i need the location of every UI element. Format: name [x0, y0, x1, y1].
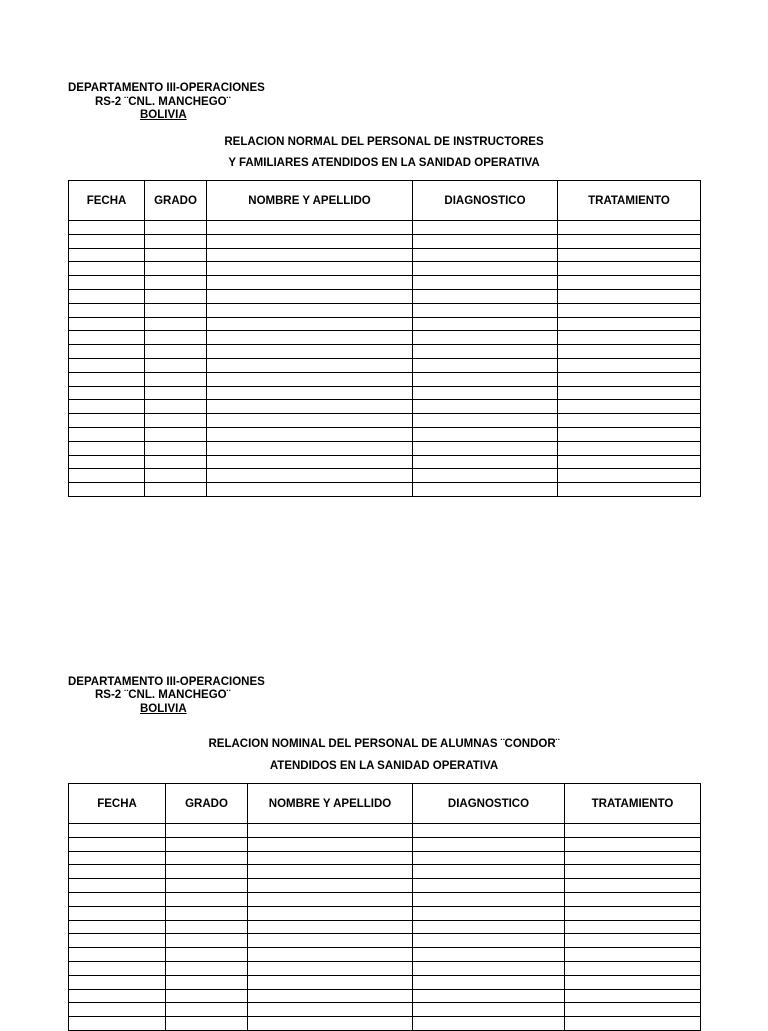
table-cell[interactable] [565, 934, 701, 948]
table-cell[interactable] [145, 469, 207, 483]
table-cell[interactable] [565, 920, 701, 934]
unit-heading: RS-2 ¨CNL. MANCHEGO¨ [95, 96, 231, 108]
table-cell[interactable] [413, 414, 558, 428]
table-cell[interactable] [565, 865, 701, 879]
table-cell[interactable] [565, 961, 701, 975]
table-cell[interactable] [413, 248, 558, 262]
table-row [69, 892, 701, 906]
table-cell[interactable] [413, 400, 558, 414]
table-cell[interactable] [207, 427, 413, 441]
table-cell[interactable] [207, 289, 413, 303]
table-cell[interactable] [166, 934, 248, 948]
table-cell[interactable] [69, 483, 145, 497]
table-cell[interactable] [207, 303, 413, 317]
table-cell[interactable] [69, 289, 145, 303]
table-cell[interactable] [248, 989, 413, 1003]
table-cell[interactable] [166, 837, 248, 851]
table-cell[interactable] [69, 372, 145, 386]
table-cell[interactable] [145, 441, 207, 455]
table-cell[interactable] [166, 851, 248, 865]
table-cell[interactable] [248, 837, 413, 851]
table-row [69, 414, 701, 428]
table-cell[interactable] [558, 345, 701, 359]
country-heading-text: BOLIVIA [140, 703, 187, 715]
table-cell[interactable] [145, 427, 207, 441]
column-header-grado: GRADO [145, 181, 207, 221]
column-header-nombre: NOMBRE Y APELLIDO [248, 784, 413, 824]
column-header-fecha: FECHA [69, 784, 166, 824]
table-cell[interactable] [413, 851, 565, 865]
column-header-fecha: FECHA [69, 181, 145, 221]
table-cell[interactable] [145, 289, 207, 303]
table-row [69, 317, 701, 331]
table-cell[interactable] [565, 975, 701, 989]
table-cell[interactable] [166, 975, 248, 989]
table-cell[interactable] [558, 455, 701, 469]
table-row [69, 824, 701, 838]
table-cell[interactable] [69, 865, 166, 879]
table-cell[interactable] [69, 824, 166, 838]
table-row [69, 865, 701, 879]
table-cell[interactable] [69, 303, 145, 317]
table-cell[interactable] [248, 934, 413, 948]
table-row [69, 469, 701, 483]
table-cell[interactable] [145, 345, 207, 359]
table-cell[interactable] [248, 975, 413, 989]
table-cell[interactable] [207, 441, 413, 455]
table-cell[interactable] [558, 331, 701, 345]
table-cell[interactable] [145, 303, 207, 317]
table-cell[interactable] [413, 948, 565, 962]
table-cell[interactable] [248, 851, 413, 865]
column-header-diagnostico: DIAGNOSTICO [413, 784, 565, 824]
table-cell[interactable] [248, 892, 413, 906]
table-row [69, 276, 701, 290]
table-cell[interactable] [69, 400, 145, 414]
table-row [69, 837, 701, 851]
table-cell[interactable] [69, 248, 145, 262]
records-table [68, 783, 701, 1031]
table-cell[interactable] [145, 221, 207, 235]
table-cell[interactable] [413, 824, 565, 838]
table-cell[interactable] [69, 386, 145, 400]
table-cell[interactable] [565, 824, 701, 838]
table-row [69, 975, 701, 989]
table-cell[interactable] [207, 414, 413, 428]
table-cell[interactable] [413, 303, 558, 317]
department-heading: DEPARTAMENTO III-OPERACIONES [68, 82, 265, 94]
table-cell[interactable] [558, 303, 701, 317]
table-cell[interactable] [69, 1003, 166, 1017]
country-heading [140, 703, 187, 716]
table-cell[interactable] [207, 317, 413, 331]
table-cell[interactable] [248, 906, 413, 920]
table-cell[interactable] [69, 345, 145, 359]
table-cell[interactable] [69, 948, 166, 962]
table-cell[interactable] [413, 906, 565, 920]
table-cell[interactable] [413, 1003, 565, 1017]
column-header-grado: GRADO [166, 784, 248, 824]
table-cell[interactable] [558, 248, 701, 262]
table-cell[interactable] [69, 221, 145, 235]
table-cell[interactable] [413, 455, 558, 469]
table-cell[interactable] [558, 276, 701, 290]
table-cell[interactable] [558, 483, 701, 497]
table-cell[interactable] [413, 483, 558, 497]
table-cell[interactable] [248, 920, 413, 934]
table-cell[interactable] [69, 892, 166, 906]
table-cell[interactable] [166, 892, 248, 906]
table-cell[interactable] [413, 372, 558, 386]
table-cell[interactable] [166, 865, 248, 879]
column-header-tratamiento: TRATAMIENTO [565, 784, 701, 824]
table-cell[interactable] [145, 386, 207, 400]
table-cell[interactable] [145, 248, 207, 262]
table-cell[interactable] [248, 824, 413, 838]
table-cell[interactable] [558, 221, 701, 235]
table-cell[interactable] [413, 386, 558, 400]
table-header-row [69, 181, 701, 221]
table-cell[interactable] [413, 221, 558, 235]
form-title-line-2: ATENDIDOS EN LA SANIDAD OPERATIVA [269, 760, 499, 772]
table-cell[interactable] [69, 920, 166, 934]
table-cell[interactable] [413, 317, 558, 331]
table-row [69, 358, 701, 372]
country-heading-text: BOLIVIA [140, 109, 187, 121]
table-cell[interactable] [69, 317, 145, 331]
table-cell[interactable] [558, 427, 701, 441]
table-cell[interactable] [207, 386, 413, 400]
table-row [69, 345, 701, 359]
department-heading: DEPARTAMENTO III-OPERACIONES [68, 676, 265, 688]
table-body [69, 824, 701, 1031]
table-cell[interactable] [248, 879, 413, 893]
table-cell[interactable] [207, 345, 413, 359]
table-cell[interactable] [413, 262, 558, 276]
table-cell[interactable] [565, 892, 701, 906]
column-header-diagnostico: DIAGNOSTICO [413, 181, 558, 221]
table-cell[interactable] [565, 989, 701, 1003]
table-cell[interactable] [558, 358, 701, 372]
table-cell[interactable] [166, 989, 248, 1003]
table-cell[interactable] [565, 837, 701, 851]
table-cell[interactable] [69, 427, 145, 441]
table-cell[interactable] [558, 400, 701, 414]
table-cell[interactable] [558, 469, 701, 483]
table-cell[interactable] [207, 331, 413, 345]
table-cell[interactable] [558, 386, 701, 400]
table-cell[interactable] [207, 483, 413, 497]
table-row [69, 934, 701, 948]
table-cell[interactable] [69, 837, 166, 851]
table-cell[interactable] [145, 331, 207, 345]
table-row [69, 851, 701, 865]
table-row [69, 483, 701, 497]
table-cell[interactable] [69, 989, 166, 1003]
table-cell[interactable] [413, 879, 565, 893]
records-table [68, 180, 701, 497]
table-cell[interactable] [558, 441, 701, 455]
table-cell[interactable] [69, 975, 166, 989]
table-cell[interactable] [145, 262, 207, 276]
table-cell[interactable] [69, 414, 145, 428]
table-cell[interactable] [166, 948, 248, 962]
table-cell[interactable] [69, 906, 166, 920]
table-cell[interactable] [413, 469, 558, 483]
table-row [69, 1003, 701, 1017]
table-row [69, 427, 701, 441]
table-cell[interactable] [69, 358, 145, 372]
table-row [69, 920, 701, 934]
table-header-row [69, 784, 701, 824]
table-cell[interactable] [207, 358, 413, 372]
table-cell[interactable] [248, 961, 413, 975]
table-cell[interactable] [413, 892, 565, 906]
table-row [69, 948, 701, 962]
table-row [69, 262, 701, 276]
table-cell[interactable] [207, 400, 413, 414]
table-cell[interactable] [413, 427, 558, 441]
table-cell[interactable] [413, 289, 558, 303]
table-cell[interactable] [69, 469, 145, 483]
table-cell[interactable] [207, 262, 413, 276]
table-row [69, 234, 701, 248]
table-cell[interactable] [413, 865, 565, 879]
table-cell[interactable] [413, 345, 558, 359]
table-cell[interactable] [558, 234, 701, 248]
table-cell[interactable] [145, 317, 207, 331]
table-row [69, 989, 701, 1003]
table-cell[interactable] [69, 934, 166, 948]
table-cell[interactable] [413, 276, 558, 290]
table-cell[interactable] [413, 234, 558, 248]
table-cell[interactable] [69, 234, 145, 248]
form-title-line-2: Y FAMILIARES ATENDIDOS EN LA SANIDAD OPERATIVA [228, 157, 540, 169]
table-cell[interactable] [145, 358, 207, 372]
table-row [69, 248, 701, 262]
table-cell[interactable] [248, 865, 413, 879]
table-row [69, 455, 701, 469]
table-row [69, 961, 701, 975]
table-cell[interactable] [413, 975, 565, 989]
table-row [69, 879, 701, 893]
table-cell[interactable] [248, 948, 413, 962]
table-cell[interactable] [69, 441, 145, 455]
table-cell[interactable] [413, 441, 558, 455]
table-cell[interactable] [145, 234, 207, 248]
table-cell[interactable] [413, 934, 565, 948]
table-cell[interactable] [69, 851, 166, 865]
table-cell[interactable] [145, 276, 207, 290]
table-cell[interactable] [565, 1003, 701, 1017]
table-row [69, 289, 701, 303]
table-cell[interactable] [565, 879, 701, 893]
table-cell[interactable] [413, 358, 558, 372]
table-body [69, 221, 701, 497]
table-cell[interactable] [558, 372, 701, 386]
column-header-nombre: NOMBRE Y APELLIDO [207, 181, 413, 221]
table-cell[interactable] [166, 961, 248, 975]
table-cell[interactable] [69, 961, 166, 975]
table-cell[interactable] [145, 372, 207, 386]
table-cell[interactable] [207, 469, 413, 483]
table-row [69, 303, 701, 317]
table-cell[interactable] [166, 920, 248, 934]
table-cell[interactable] [558, 317, 701, 331]
table-cell[interactable] [145, 455, 207, 469]
table-row [69, 331, 701, 345]
table-cell[interactable] [166, 1003, 248, 1017]
table-cell[interactable] [565, 851, 701, 865]
table-row [69, 906, 701, 920]
country-heading [140, 109, 187, 122]
table-cell[interactable] [207, 248, 413, 262]
table-row [69, 372, 701, 386]
table-cell[interactable] [565, 948, 701, 962]
table-cell[interactable] [166, 879, 248, 893]
table-cell[interactable] [558, 414, 701, 428]
column-header-tratamiento: TRATAMIENTO [558, 181, 701, 221]
table-cell[interactable] [558, 262, 701, 276]
table-cell[interactable] [207, 455, 413, 469]
table-cell[interactable] [69, 276, 145, 290]
table-cell[interactable] [145, 483, 207, 497]
table-cell[interactable] [69, 879, 166, 893]
table-row [69, 221, 701, 235]
form-title-line-1: RELACION NORMAL DEL PERSONAL DE INSTRUCTORES [224, 136, 544, 148]
table-cell[interactable] [69, 455, 145, 469]
table-cell[interactable] [207, 221, 413, 235]
table-cell[interactable] [413, 961, 565, 975]
table-cell[interactable] [69, 331, 145, 345]
table-cell[interactable] [145, 414, 207, 428]
table-cell[interactable] [69, 262, 145, 276]
table-row [69, 441, 701, 455]
table-row [69, 386, 701, 400]
table-cell[interactable] [413, 837, 565, 851]
table-cell[interactable] [207, 276, 413, 290]
table-cell[interactable] [145, 400, 207, 414]
table-cell[interactable] [413, 920, 565, 934]
table-cell[interactable] [248, 1003, 413, 1017]
table-cell[interactable] [413, 989, 565, 1003]
form-title-line-1: RELACION NOMINAL DEL PERSONAL DE ALUMNAS ¨CONDOR¨ [208, 738, 560, 750]
table-row [69, 400, 701, 414]
table-cell[interactable] [166, 824, 248, 838]
table-cell[interactable] [565, 906, 701, 920]
table-cell[interactable] [207, 372, 413, 386]
table-cell[interactable] [413, 331, 558, 345]
table-cell[interactable] [207, 234, 413, 248]
table-cell[interactable] [166, 906, 248, 920]
unit-heading: RS-2 ¨CNL. MANCHEGO¨ [95, 689, 231, 701]
table-cell[interactable] [558, 289, 701, 303]
